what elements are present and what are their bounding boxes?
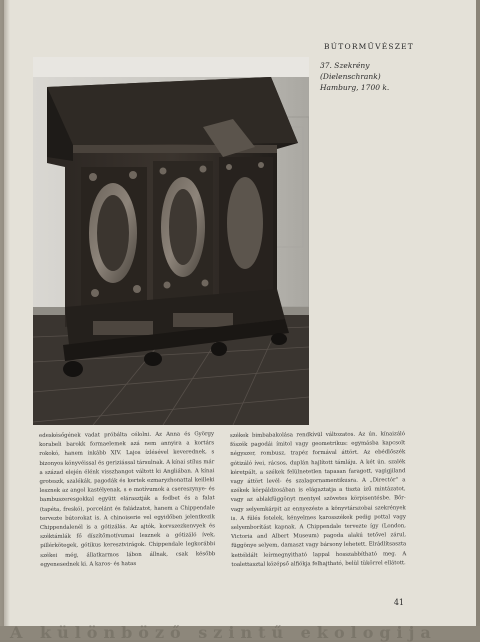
column-left-text: edeskésőgének vadat próbálta célolni. Az Anna és György korabeli barokk formaelemek azá nem annyira a kortárs rokokó, hanem inkább XIV. Lajos ízlésével keverednek, s bizonyos könyvéissal és geriziással társulnak. A kínai stílus már a század elején élénk visszhangot váltott ki Angliában. A kínai groteszk, szalékák, pagodák és kertek ezmaryzhonattal keilleki lesznek az angol kastélyenak, s e motívumok a csereszynye- és bambuszeresgokkal együtt elárasztják a fodbet és a falat (tapéta, freskó), porcelánt és faládzatot, hanem a Chippendale tervezte bútorokat is. A chinoiserie vel egyidőben jelentkezik Chippendalenél is a gótizálás. Az ajtók, korvszezkenvyek és széktámlák fő díszítőmotívumai lesznek a gótizáló ívek, pillérkötegek, gótikus keresztvirágok. Chippendale legkorábbi székei még, állatkarmos lábon állnak, csak később egyenesednek ki. A karos- és hatas bbox=[39, 431, 216, 568]
page-number: 41 bbox=[393, 598, 404, 607]
running-head: BÚTORMŰVÉSZET bbox=[324, 42, 414, 51]
wardrobe-illustration bbox=[33, 57, 309, 425]
wardrobe-photo bbox=[33, 57, 309, 425]
text-column-right bbox=[230, 430, 406, 570]
next-page-text: A különböző szintű ekologija bbox=[10, 623, 437, 642]
book-page bbox=[4, 0, 476, 626]
column-right-text: székek bimbabakolása rendkívül változatos. Az ún. kínaizáló fószék pagodái ímitol vagy geometrikus: egymásba kapcsolt négyszer, rombusz, trapéz formával áttört. Az ebédlőszék gótizáló ívei, rácsos, duplán hajlított támláju. A két ún. szalék kéretpált, a székek felülnetetlen tapasan faragott, vagigjiland vagy áttört levél- és szalagornamentikusra. A „Directór” a székek körpáldzosában is elágaztatja a tiszta ízű mintázatot, vagy az ablakfüggönyt mentyel szövetes körpisentésbe. Bőr- vagy selyemkárpit az ennyezéste a könyvtárszobai szekrények is. A fülés fotelek, kényelmes karosszékek pedig pottal vagy selyemborítást kapnak. A Chippendale tervezte így (London, Victoria and Albert Museum) pagoda alakú tetővel zárul, függönye selyem, damaszt vagy bársony lehetett. Elrádlítsaszta kettéldált leírmegnyitható lappal hosszabbítható meg. A toalettasztal középső alfiókja felhajtható, belül tükörrel ellátott. bbox=[230, 431, 407, 568]
text-column-left bbox=[39, 430, 215, 570]
figure-caption bbox=[320, 60, 410, 93]
caption-original-name: (Dielenschrank) bbox=[320, 72, 381, 81]
next-page-edge bbox=[0, 623, 480, 642]
page-gutter-shadow bbox=[0, 0, 10, 640]
caption-title: 37. Szekrény bbox=[320, 61, 370, 70]
caption-origin-date: Hamburg, 1700 k. bbox=[320, 83, 390, 92]
